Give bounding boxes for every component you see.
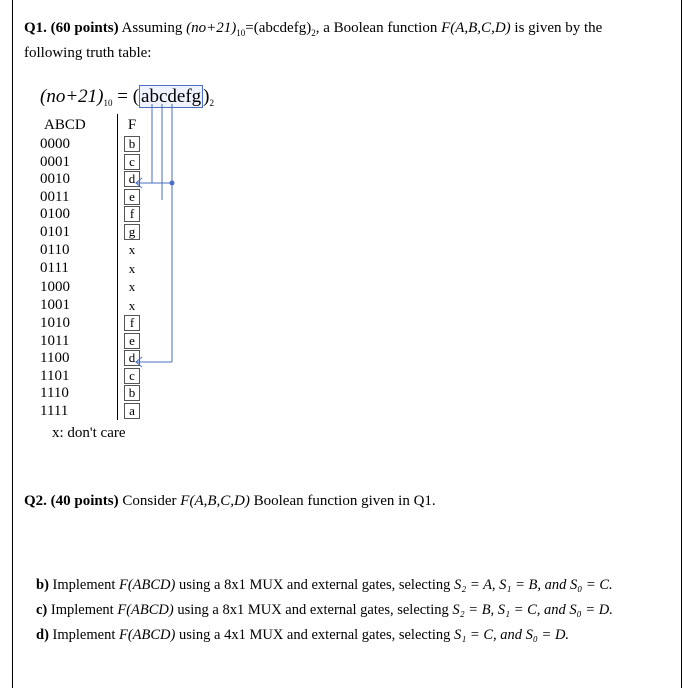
big-eq-equals: = xyxy=(117,86,128,107)
part-function: F(ABCD) xyxy=(118,627,176,643)
q1-eq-right: =(abcdefg) xyxy=(245,20,312,36)
row-inputs: 1010 xyxy=(40,315,70,331)
row-inputs: 1001 xyxy=(40,297,70,313)
row-inputs: 1101 xyxy=(40,367,70,384)
row-inputs: 1110 xyxy=(40,385,69,401)
q2-line xyxy=(24,493,436,510)
part-label: d) xyxy=(36,627,49,643)
row-inputs: 1111 xyxy=(40,402,69,419)
q2-text-after: Boolean function given in Q1. xyxy=(253,493,436,509)
row-output-boxed: d xyxy=(124,350,140,366)
q1-eq-left-sub: 10 xyxy=(236,28,246,38)
big-eq-left-sub: 10 xyxy=(103,98,113,108)
part-text-before: Implement xyxy=(52,577,116,593)
q2-label: Q2. xyxy=(24,493,47,509)
row-output-dontcare: x xyxy=(128,260,136,276)
part-function: F(ABCD) xyxy=(117,602,174,618)
q2-text-before: Consider xyxy=(122,493,177,509)
big-eq-left: (no+21) xyxy=(40,86,104,107)
row-output-boxed: b xyxy=(124,136,140,152)
row-inputs: 0111 xyxy=(40,260,69,276)
part-text-before: Implement xyxy=(52,627,116,643)
part-select: S₁ = C, and S₀ = D. xyxy=(454,627,570,643)
big-eq-close: ) xyxy=(203,86,210,107)
row-output-boxed: b xyxy=(124,385,140,401)
part-c xyxy=(36,602,613,619)
part-select: S₂ = B, S₁ = C, and S₀ = D. xyxy=(452,602,613,618)
q1-intro: Assuming xyxy=(121,20,183,36)
row-inputs: 0101 xyxy=(40,223,70,240)
q1-points: (60 points) xyxy=(50,20,119,36)
q2-points: (40 points) xyxy=(50,493,119,509)
header-inputs: ABCD xyxy=(44,116,86,133)
q1-eq-left: (no+21) xyxy=(186,20,237,36)
row-output-boxed: a xyxy=(124,403,140,419)
header-output: F xyxy=(118,114,147,136)
row-output-boxed: e xyxy=(124,189,140,205)
row-output-boxed: f xyxy=(124,315,140,331)
big-eq-right-sub: 2 xyxy=(209,98,214,108)
part-text-mid: using a 4x1 MUX and external gates, selecting xyxy=(178,627,451,643)
big-eq-inner: abcdefg xyxy=(141,86,202,107)
part-label: b) xyxy=(36,577,49,593)
q1-function: F(A,B,C,D) xyxy=(441,20,511,36)
row-output-boxed: g xyxy=(124,224,140,240)
part-text-before: Implement xyxy=(50,602,114,618)
dont-care-note: x: don't care xyxy=(52,425,126,441)
q1-eq-right-sub: 2 xyxy=(311,28,316,38)
row-output-dontcare: x xyxy=(128,279,136,294)
row-output-boxed: c xyxy=(124,368,140,384)
row-inputs: 1000 xyxy=(40,278,70,295)
big-eq-open: ( xyxy=(132,86,140,107)
row-inputs: 0000 xyxy=(40,136,70,152)
row-output-boxed: c xyxy=(124,154,140,170)
part-label: c) xyxy=(36,602,48,618)
row-inputs: 1100 xyxy=(40,350,70,366)
row-output-dontcare: x xyxy=(128,297,136,313)
part-text-mid: using a 8x1 MUX and external gates, selecting xyxy=(178,577,451,593)
row-output-boxed: f xyxy=(124,206,140,222)
row-inputs: 1011 xyxy=(40,332,70,349)
arrow-group xyxy=(136,104,172,367)
q1-middle: , a Boolean function xyxy=(315,20,438,36)
q1-label: Q1. xyxy=(24,20,47,36)
row-output-dontcare: x xyxy=(128,242,136,257)
row-inputs: 0010 xyxy=(40,171,70,187)
row-inputs: 0110 xyxy=(40,241,70,258)
row-inputs: 0001 xyxy=(40,153,70,170)
q1-line-2: following truth table: xyxy=(24,45,152,61)
row-output-boxed: d xyxy=(124,171,140,187)
q1-tail: is given by the xyxy=(514,20,603,36)
part-text-mid: using a 8x1 MUX and external gates, selecting xyxy=(177,602,449,618)
q2-function: F(A,B,C,D) xyxy=(180,493,250,509)
part-function: F(ABCD) xyxy=(118,577,176,593)
row-inputs: 0011 xyxy=(40,188,70,205)
part-select: S₂ = A, S₁ = B, and S₀ = C. xyxy=(454,577,613,593)
row-inputs: 0100 xyxy=(40,206,70,222)
part-b xyxy=(36,577,613,594)
part-d xyxy=(36,627,569,644)
row-output-boxed: e xyxy=(124,333,140,349)
arrow-junction-dot xyxy=(170,181,175,186)
